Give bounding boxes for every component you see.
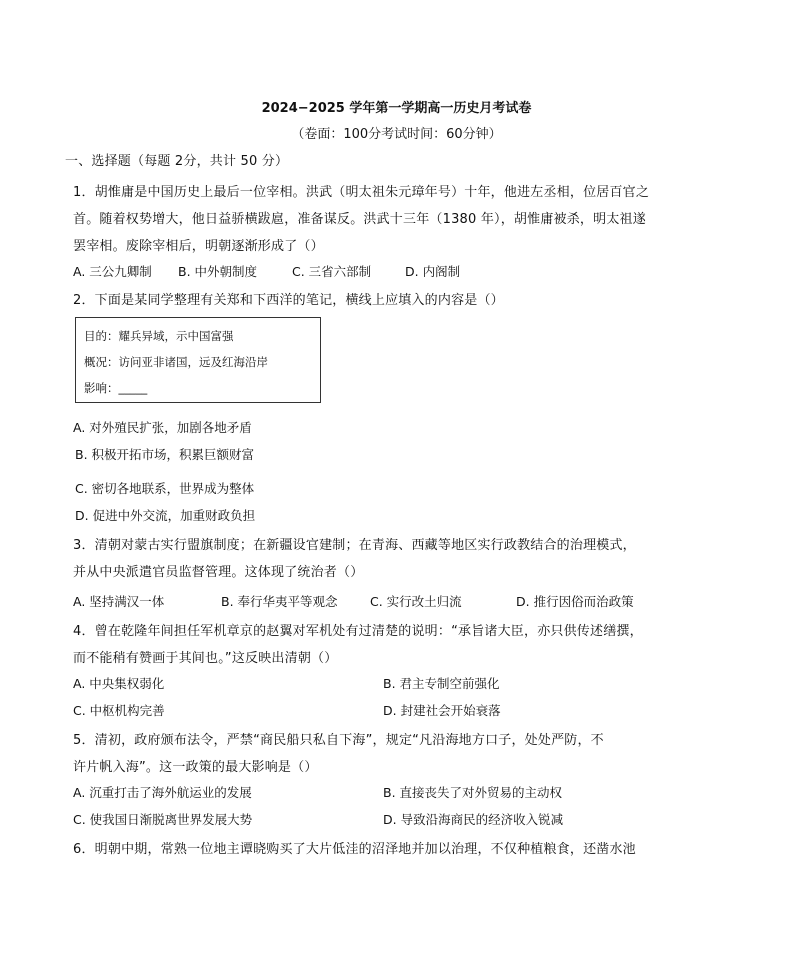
q2-box-overview: 概况：访问亚非诸国，远及红海沿岸 <box>84 355 268 369</box>
q4-option-c[interactable]: C. 中枢机构完善 <box>73 703 165 718</box>
q5-line-1: 5．清初，政府颁布法令，严禁“商民船只私自下海”，规定“凡沿海地方口子，处处严防，不 <box>73 733 604 748</box>
q2-option-d[interactable]: D. 促进中外交流，加重财政负担 <box>75 508 256 523</box>
q1-option-a[interactable]: A. 三公九卿制 <box>73 264 152 279</box>
q4-line-1: 4．曾在乾隆年间担任军机章京的赵翼对军机处有过清楚的说明：“承旨诸大臣，亦只供传述缮撰， <box>73 624 643 639</box>
q6-line-1: 6．明朝中期，常熟一位地主谭晓购买了大片低洼的沼泽地并加以治理，不仅种植粮食，还凿水池 <box>73 842 636 857</box>
q4-option-d[interactable]: D. 封建社会开始衰落 <box>383 703 501 718</box>
section-heading: 一、选择题（每题 2分，共计 50 分） <box>65 154 289 169</box>
q5-option-d[interactable]: D. 导致沿海商民的经济收入锐减 <box>383 812 564 827</box>
q1-option-b[interactable]: B. 中外朝制度 <box>178 264 258 279</box>
q3-line-1: 3．清朝对蒙古实行盟旗制度；在新疆设官建制；在青海、西藏等地区实行政教结合的治理模式， <box>73 538 636 553</box>
q1-option-d[interactable]: D. 内阁制 <box>405 264 461 279</box>
q2-option-b[interactable]: B. 积极开拓市场，积累巨额财富 <box>75 447 255 462</box>
q5-option-a[interactable]: A. 沉重打击了海外航运业的发展 <box>73 785 252 800</box>
exam-subtitle: （卷面：100分考试时间：60分钟） <box>291 127 502 142</box>
q2-option-c[interactable]: C. 密切各地联系，世界成为整体 <box>75 481 255 496</box>
q4-line-2: 而不能稍有赞画于其间也。”这反映出清朝（） <box>73 651 338 666</box>
q3-option-a[interactable]: A. 坚持满汉一体 <box>73 594 165 609</box>
q5-line-2: 许片帆入海”。这一政策的最大影响是（） <box>73 760 318 775</box>
exam-title: 2024−2025 学年第一学期高一历史月考试卷 <box>261 101 532 116</box>
q3-line-2: 并从中央派遣官员监督管理。这体现了统治者（） <box>73 565 364 580</box>
q5-option-b[interactable]: B. 直接丧失了对外贸易的主动权 <box>383 785 563 800</box>
q3-option-c[interactable]: C. 实行改土归流 <box>370 594 462 609</box>
q4-option-b[interactable]: B. 君主专制空前强化 <box>383 676 500 691</box>
q2-note-box <box>75 317 321 403</box>
q2-stem: 2．下面是某同学整理有关郑和下西洋的笔记，横线上应填入的内容是（） <box>73 293 504 308</box>
q4-option-a[interactable]: A. 中央集权弱化 <box>73 676 165 691</box>
q2-box-purpose: 目的：耀兵异域，示中国富强 <box>84 329 234 343</box>
q3-option-b[interactable]: B. 奉行华夷平等观念 <box>221 594 338 609</box>
q1-option-c[interactable]: C. 三省六部制 <box>292 264 372 279</box>
q3-option-d[interactable]: D. 推行因俗而治政策 <box>516 594 634 609</box>
q1-line-2: 首。随着权势增大，他日益骄横跋扈，准备谋反。洪武十三年（1380 年），胡惟庸被杀，明太祖遂 <box>73 212 646 227</box>
q2-box-impact: 影响：_____ <box>84 381 148 395</box>
q5-option-c[interactable]: C. 使我国日渐脱离世界发展大势 <box>73 812 253 827</box>
q2-option-a[interactable]: A. 对外殖民扩张，加剧各地矛盾 <box>73 420 252 435</box>
q1-line-1: 1．胡惟庸是中国历史上最后一位宰相。洪武（明太祖朱元璋年号）十年，他进左丞相，位居百官之 <box>73 185 650 200</box>
q1-line-3: 罢宰相。废除宰相后，明朝逐渐形成了（） <box>73 239 324 254</box>
